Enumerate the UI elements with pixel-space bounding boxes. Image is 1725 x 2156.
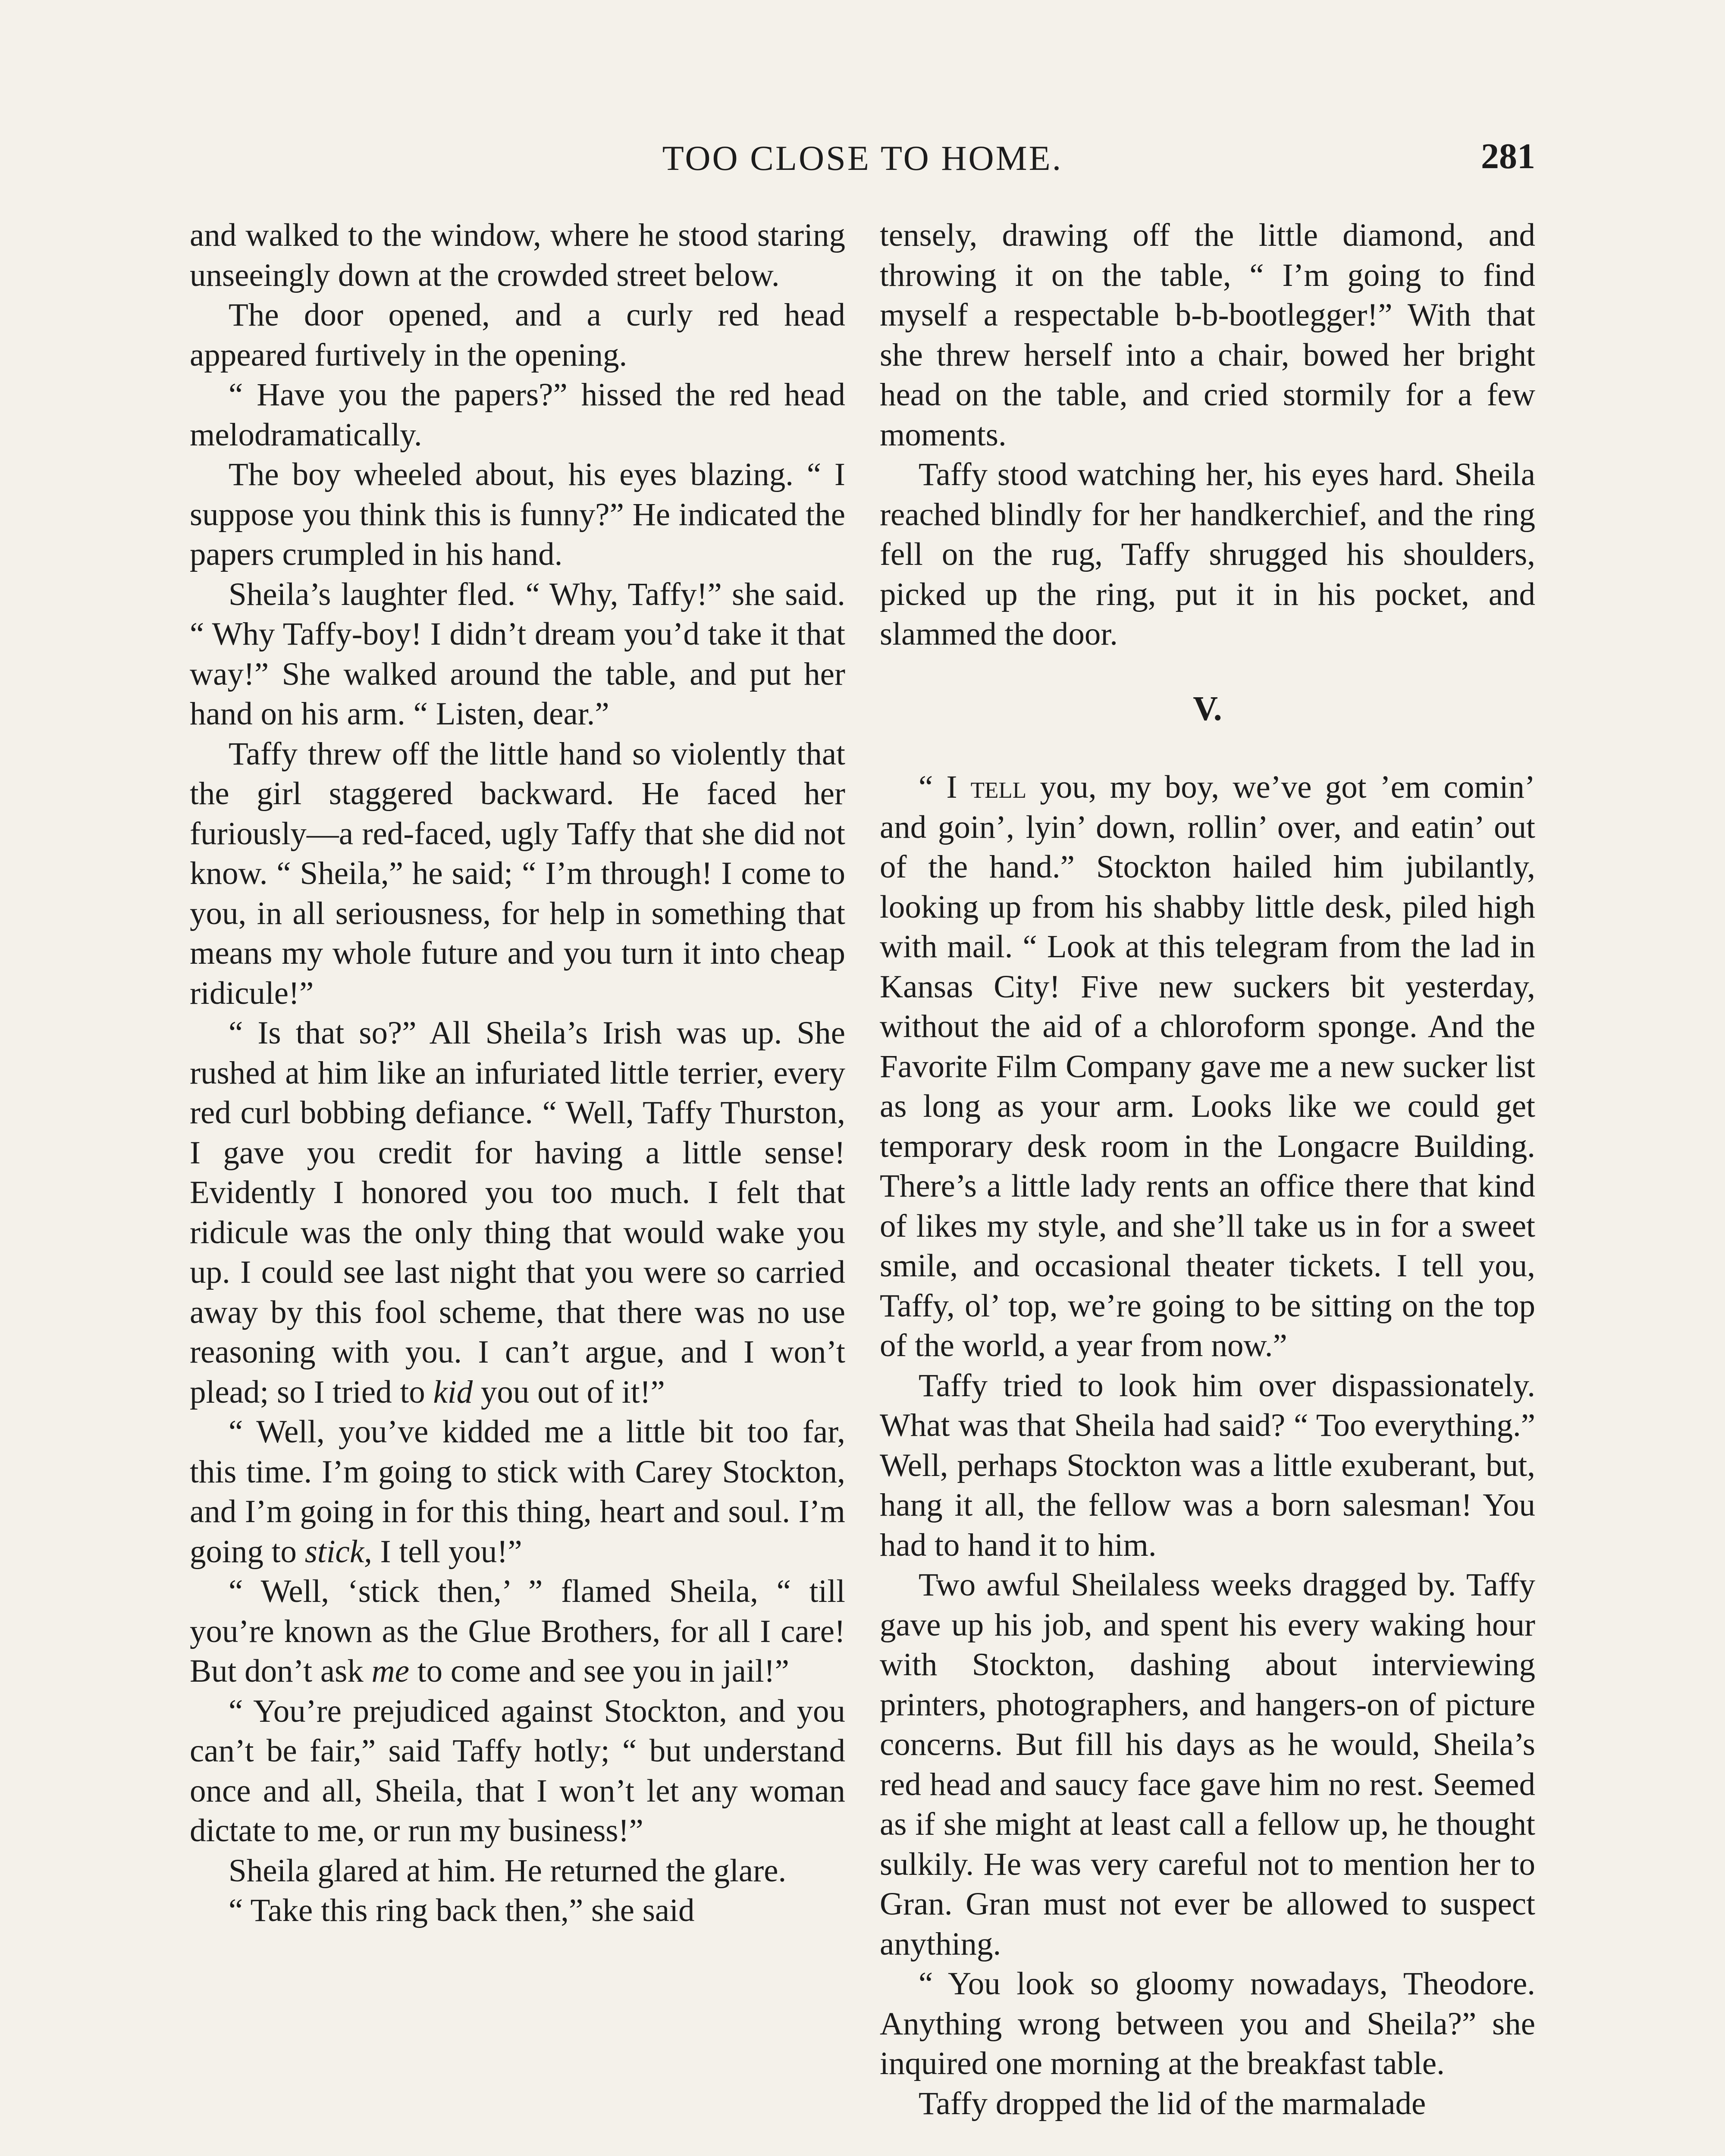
paragraph-text: I tell you!” [372, 1533, 522, 1570]
text-columns [190, 216, 1535, 2156]
paragraph [190, 1013, 845, 1412]
paragraph [880, 768, 1535, 1366]
paragraph: Sheila’s laughter fled. “ Why, Taffy!” she said. “ Why Taffy-boy! I didn’t dream you’d take it that way!” She walked around the table, and put her hand on his arm. “ Listen, dear.” [190, 576, 845, 732]
running-title: TOO CLOSE TO HOME. [662, 138, 1063, 178]
emphasis: stick, [304, 1533, 372, 1570]
paragraph: Taffy threw off the little hand so violently that the girl staggered backward. He faced her furiously—a red-faced, ugly Taffy that she did not know. “ Sheila,” he said; “ I’m through! I come to you, in all seriousness, for help in something that means my whole future and you turn it into cheap ridicule!” [190, 736, 845, 1011]
paragraph: Two awful Sheilaless weeks dragged by. Taffy gave up his job, and spent his every waking hour with Stockton, dashing about interviewing printers, photographers, and hangers-on of picture concerns. But fill his days as he would, Sheila’s red head and saucy face gave him no rest. Seemed as if she might at least call a fellow up, he thought sulkily. He was very careful not to mention her to Gran. Gran must not ever be allowed to suspect anything. [880, 1567, 1535, 1962]
paragraph-text: you, my boy, we’ve got ’em comin’ and goin’, lyin’ down, rollin’ over, and eatin’ out of the hand.” Stockton hailed him jubilantly, looking up from his shabby little desk, piled high with mail. “ Look at this telegram from the lad in Kansas City! Five new suckers bit yesterday, without the aid of a chloroform sponge. And the Favorite Film Company gave me a new sucker list as long as your arm. Looks like we could get temporary desk room in the Longacre Building. There’s a little lady rents an office there that kind of likes my style, and she’ll take us in for a sweet smile, and occasional theater tickets. I tell you, Taffy, ol’ top, we’re going to be sitting on the top of the world, a year from now.” [880, 769, 1536, 1363]
paragraph: tensely, drawing off the little diamond, and throwing it on the table, “ I’m going to find myself a respectable b-b-bootlegger!” With that she threw herself into a chair, bowed her bright head on the table, and cried stormily for a few moments. [880, 217, 1535, 453]
page-header [190, 138, 1535, 185]
paragraph: Taffy stood watching her, his eyes hard. Sheila reached blindly for her handkerchief, and the ring fell on the rug, Taffy shrugged his shoulders, picked up the ring, put it in his pocket, and slammed the door. [880, 457, 1535, 652]
left-column [190, 216, 845, 2156]
emphasis: kid [433, 1374, 473, 1410]
paragraph: The door opened, and a curly red head appeared furtively in the opening. [190, 297, 845, 373]
paragraph: “ You’re prejudiced against Stockton, and you can’t be fair,” said Taffy hotly; “ but understand once and all, Sheila, that I won’t let any woman dictate to me, or run my business!” [190, 1693, 845, 1849]
page-number: 281 [1481, 136, 1535, 176]
paragraph: “ Have you the papers?” hissed the red head melodramatically. [190, 377, 845, 453]
paragraph-text: to come and see you in jail!” [409, 1653, 789, 1689]
emphasis: me [371, 1653, 409, 1689]
paragraph-text: “ Is that so?” All Sheila’s Irish was up. She rushed at him like an infuriated little terrier, every red curl bobbing defiance. “ Well, Taffy Thurston, I gave you credit for having a little sense! Evidently I honored you too much. I felt that ridicule was the only thing that would wake you up. I could see last night that you were so carried away by this fool scheme, that there was no use reasoning with you. I can’t argue, and I won’t plead; so I tried to [190, 1015, 845, 1410]
paragraph: Taffy tried to look him over dispassionately. What was that Sheila had said? “ Too everything.” Well, perhaps Stockton was a little exuberant, but, hang it all, the fellow was a born salesman! You had to hand it to him. [880, 1367, 1535, 1563]
paragraph: Taffy dropped the lid of the marmalade [919, 2085, 1426, 2122]
small-caps-word: tell [970, 769, 1027, 805]
section-heading: V. [1193, 689, 1222, 728]
paragraph-text: “ Well, ‘stick then,’ ” flamed Sheila, “ till you’re known as the Glue Brothers, for all I care! But don’t ask [190, 1573, 845, 1689]
paragraph [190, 1572, 845, 1692]
paragraph-text: “ I [919, 769, 971, 805]
paragraph: “ Take this ring back then,” she said [229, 1893, 695, 1928]
paragraph: “ You look so gloomy nowadays, Theodore. Anything wrong between you and Sheila?” she inquired one morning at the breakfast table. [880, 1966, 1535, 2081]
paragraph: and walked to the window, where he stood staring unseeingly down at the crowded street below. [190, 217, 845, 293]
paragraph [190, 1412, 845, 1572]
paragraph: Sheila glared at him. He returned the glare. [229, 1852, 787, 1889]
paragraph-text: you out of it!” [473, 1374, 665, 1410]
right-column [880, 216, 1535, 2156]
paragraph: The boy wheeled about, his eyes blazing. “ I suppose you think this is funny?” He indicated the papers crumpled in his hand. [190, 457, 845, 572]
paragraph-text: “ Well, you’ve kidded me a little bit too far, this time. I’m going to stick with Carey Stockton, and I’m going in for this thing, heart and soul. I’m going to [190, 1414, 845, 1570]
